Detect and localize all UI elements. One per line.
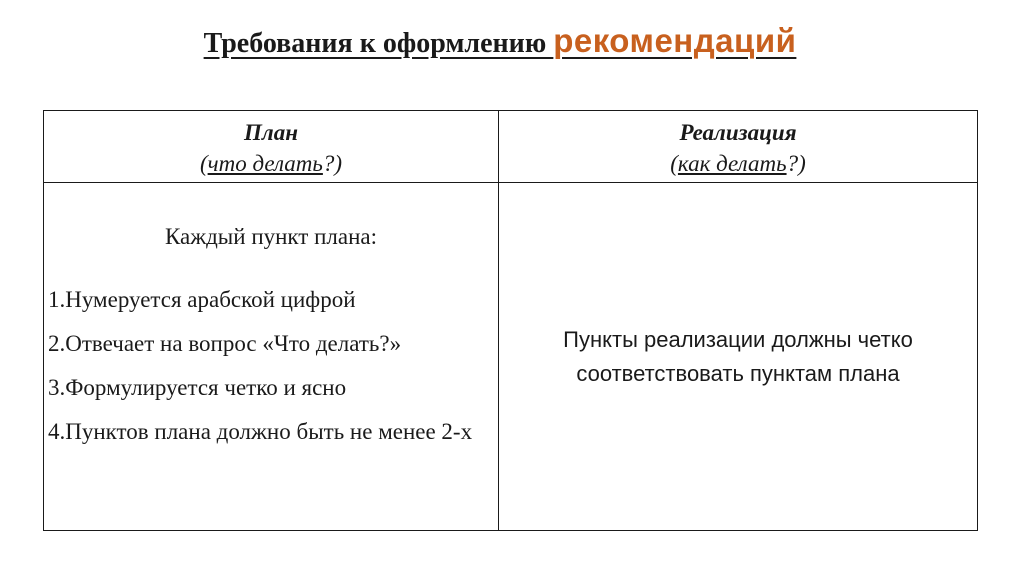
slide-title-accent: рекомендаций xyxy=(553,22,797,59)
header-realization xyxy=(499,117,977,179)
slide-title-main: Требования к оформлению xyxy=(203,28,554,59)
header-plan-title: План xyxy=(244,120,298,145)
header-realization-title: Реализация xyxy=(679,120,797,145)
plan-cell xyxy=(48,183,494,459)
header-plan xyxy=(44,117,498,179)
plan-item-2: 2.Отвечает на вопрос «Что делать?» xyxy=(48,331,402,356)
requirements-table xyxy=(43,110,978,531)
slide-title xyxy=(0,22,1000,60)
header-realization-question: (как делать?) xyxy=(670,151,806,176)
plan-item-4: 4.Пунктов плана должно быть не менее 2-х xyxy=(48,419,473,444)
plan-item-1: 1.Нумеруется арабской цифрой xyxy=(48,287,356,312)
plan-item-3: 3.Формулируется четко и ясно xyxy=(48,375,347,400)
realization-cell: Пункты реализации должны четко соответствовать пунктам плана xyxy=(563,327,913,386)
header-plan-question: (что делать?) xyxy=(199,151,343,176)
plan-intro: Каждый пункт плана: xyxy=(164,224,378,249)
